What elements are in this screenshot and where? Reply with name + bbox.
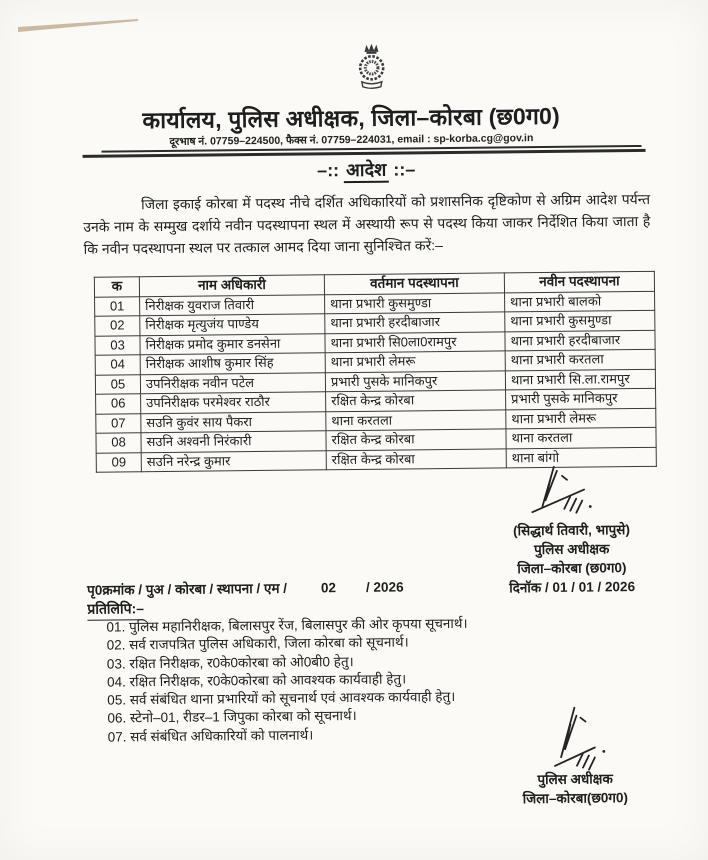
- copy-item: 07. सर्व संबंधित अधिकारियों को पालनार्थ।: [107, 727, 314, 745]
- cell-new-posting: थाना प्रभारी लेमरू: [506, 408, 656, 429]
- cell-officer-name: सउनि अश्वनी निरंकारी: [141, 431, 326, 452]
- cell-new-posting: थाना करतला: [506, 427, 656, 448]
- cell-new-posting: प्रभारी पुसके मानिकपुर: [506, 388, 656, 409]
- memo-prefix: पृ0क्रमांक / पुअ / कोरबा / स्थापना / एम /: [87, 580, 288, 598]
- copy-item: 04. रक्षित निरीक्षक, र0के0कोरबा को आवश्यक कार्यवाही हेतु।: [106, 671, 407, 690]
- cell-current-posting: थाना प्रभारी हरदीबाजार: [325, 312, 505, 333]
- copy-to-heading: प्रतिलिपि:–: [87, 599, 144, 621]
- cell-current-posting: थाना प्रभारी लेमरू: [325, 351, 505, 372]
- cell-officer-name: निरीक्षक आशीष कुमार सिंह: [140, 353, 325, 374]
- cell-current-posting: रक्षित केन्द्र कोरबा: [326, 429, 506, 450]
- copy-item: 01. पुलिस महानिरीक्षक, बिलासपुर रेंज, बिलासपुर की ओर कृपया सूचनार्थ।: [106, 615, 468, 635]
- cell-officer-name: उपनिरीक्षक परमेश्वर राठौर: [141, 392, 326, 413]
- cell-current-posting: थाना प्रभारी सि0ला0रामपुर: [325, 331, 505, 352]
- cell-serial: 05: [95, 374, 140, 394]
- cell-new-posting: थाना बांगो: [506, 447, 656, 468]
- order-heading-prefix: –::: [317, 160, 345, 181]
- memo-year: / 2026: [365, 579, 404, 595]
- cell-serial: 06: [96, 394, 141, 414]
- cell-serial: 03: [95, 335, 140, 355]
- signatory-date: दिनॉक / 01 / 01 / 2026: [509, 579, 636, 596]
- order-heading-word: आदेश: [344, 160, 388, 183]
- cell-current-posting: रक्षित केन्द्र कोरबा: [326, 390, 506, 411]
- cell-officer-name: सउनि नरेन्द्र कुमार: [141, 450, 326, 471]
- footer-signatory-block: [492, 769, 658, 809]
- footer-designation: पुलिस अधीक्षक: [537, 771, 613, 788]
- cell-officer-name: निरीक्षक मृत्युजंय पाण्डेय: [140, 314, 325, 335]
- order-heading: [83, 155, 650, 185]
- signatory-district: जिला–कोरबा (छ0ग0): [517, 560, 627, 577]
- cell-serial: 07: [96, 413, 141, 433]
- office-contact-line: दूरभाष नं. 07759–224500, फैक्स नं. 07759–224031, email : sp-korba.cg@gov.in: [169, 132, 534, 148]
- header-officer-name: नाम अधिकारी: [139, 275, 324, 296]
- cell-new-posting: थाना प्रभारी हरदीबाजार: [505, 330, 655, 351]
- signatory-name: (सिद्धार्थ तिवारी, भापुसे): [513, 522, 630, 539]
- cell-serial: 02: [95, 316, 140, 336]
- header-new-posting: नवीन पदस्थापना: [504, 271, 654, 292]
- signatory-block: [479, 521, 664, 599]
- cell-serial: 08: [96, 433, 141, 453]
- cell-new-posting: थाना प्रभारी करतला: [505, 349, 655, 370]
- cell-officer-name: सउनि कुवंर साय पैकरा: [141, 411, 326, 432]
- header-current-posting: वर्तमान पदस्थापना: [324, 273, 504, 294]
- cell-current-posting: थाना प्रभारी कुसमुण्डा: [325, 292, 505, 313]
- cell-current-posting: रक्षित केन्द्र कोरबा: [326, 448, 506, 469]
- sp-signature-icon: [524, 462, 615, 523]
- memo-number: 02: [320, 580, 337, 596]
- copy-item: 05. सर्व संबंधित थाना प्रभारियों को सूचनार्थ एवं आवश्यक कार्यवाही हेतु।: [107, 689, 456, 708]
- cell-officer-name: निरीक्षक प्रमोद कुमार डनसेना: [140, 333, 325, 354]
- cell-current-posting: प्रभारी पुसके मानिकपुर: [325, 370, 505, 391]
- cell-serial: 09: [96, 452, 141, 472]
- cell-new-posting: थाना प्रभारी कुसमुण्डा: [505, 310, 655, 331]
- order-heading-suffix: ::–: [388, 159, 416, 180]
- cell-serial: 01: [95, 296, 140, 316]
- cell-current-posting: थाना करतला: [326, 409, 506, 430]
- sp-signature-footer-icon: [546, 703, 622, 774]
- transfer-table: [94, 271, 657, 473]
- cell-serial: 04: [95, 355, 140, 375]
- order-body-paragraph: जिला इकाई कोरबा में पदस्थ नीचे दर्शित अधिकारियों को प्रशासनिक दृष्टिकोण से अग्रिम आदेश पर्यन्त उनके नाम के सम्मुख दर्शाये नवीन पदस्थापना स्थल में अस्थायी रूप से पदस्थ किया जाकर निर्देशित किया जाता है कि नवीन पदस्थापना स्थल पर तत्काल आमद दिया जाना सुनिश्चित करें:–: [83, 190, 651, 257]
- cell-officer-name: निरीक्षक युवराज तिवारी: [140, 294, 325, 315]
- copy-item: 02. सर्व राजपत्रित पुलिस अधिकारी, जिला कोरबा को सूचनार्थ।: [106, 634, 409, 653]
- office-title: कार्यालय, पुलिस अधीक्षक, जिला–कोरबा (छ0ग0): [142, 102, 561, 134]
- cell-new-posting: थाना प्रभारी बालको: [505, 291, 655, 312]
- signatory-designation: पुलिस अधीक्षक: [533, 541, 610, 558]
- footer-district: जिला–कोरबा(छ0ग0): [522, 790, 629, 807]
- header-serial: क: [94, 277, 139, 297]
- copy-item: 03. रक्षित निरीक्षक, र0के0कोरबा को ओ0बी0 हेतु।: [106, 653, 354, 672]
- memo-reference-line: [87, 577, 404, 598]
- cg-police-emblem-icon: [352, 43, 391, 95]
- cell-new-posting: थाना प्रभारी सि.ला.रामपुर: [505, 369, 655, 390]
- copy-item: 06. स्टेनो–01, रीडर–1 जिपुका कोरबा को सूचनार्थ।: [107, 708, 357, 727]
- cell-officer-name: उपनिरीक्षक नवीन पटेल: [140, 372, 325, 393]
